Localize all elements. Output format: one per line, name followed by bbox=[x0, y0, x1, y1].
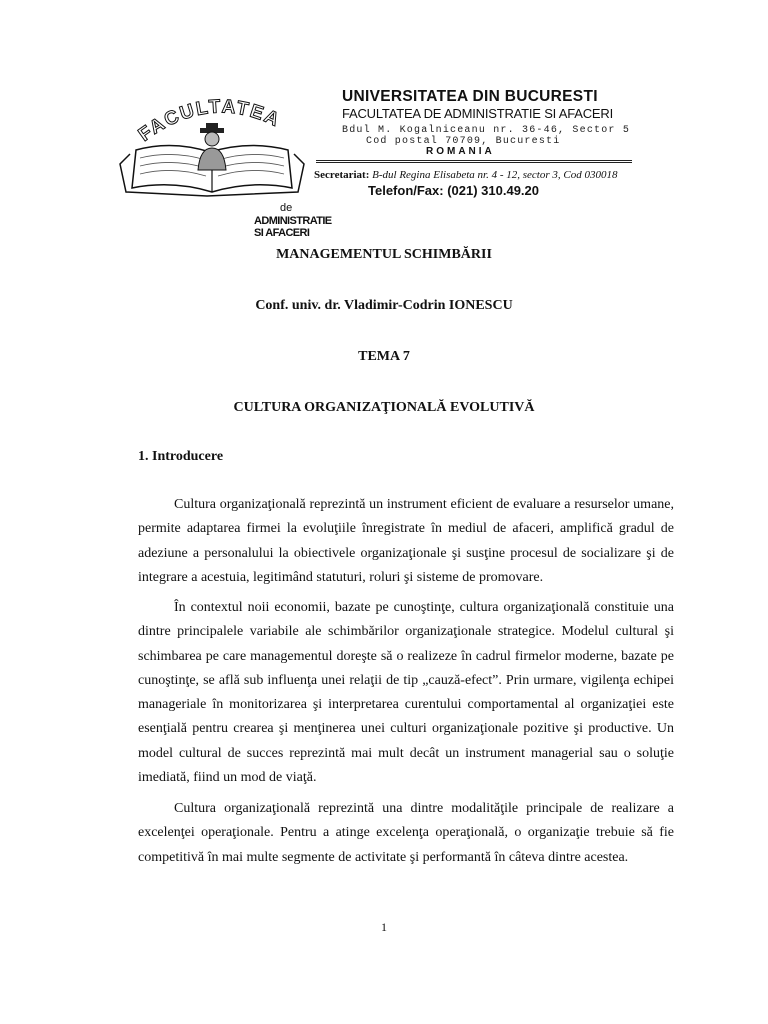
address-line-2: Cod postal 70709, Bucuresti bbox=[366, 136, 561, 147]
paragraph-3 bbox=[138, 797, 674, 870]
logo-admin-text: ADMINISTRATIE SI AFACERI bbox=[254, 215, 332, 239]
secretariat-address: B-dul Regina Elisabeta nr. 4 - 12, sector 3, Cod 030018 bbox=[372, 169, 618, 181]
document-title: MANAGEMENTUL SCHIMBĂRII bbox=[276, 247, 492, 262]
secretariat-line bbox=[314, 169, 617, 181]
paragraph-2-text: În contextul noii economii, bazate pe cunoştinţe, cultura organizaţională constituie una dintre principalele variabile ale schimbărilor organizaţionale strategice. Modelul cultural şi schimbarea pe care managementul doreşte să o realizeze în cadrul firmelor moderne, bazate pe cunoştinţe, se află sub influenţa unei relaţii de tip „cauză-efect”. Prin urmare, vigilenţa echipei manageriale în monitorizarea şi interpretarea curentului comportamental al organizaţiei este esenţială pentru crearea şi menţinerea unei culturi organizaţionale pozitive şi productive. Un model cultural de succes reprezintă mai mult decât un instrument managerial sau o soluţie imediată, fiind un mod de viaţă. bbox=[138, 600, 674, 786]
paragraph-text bbox=[138, 797, 674, 870]
page-number: 1 bbox=[381, 920, 387, 934]
telefon-fax: Telefon/Fax: (021) 310.49.20 bbox=[368, 183, 540, 198]
open-book-logo-icon bbox=[112, 92, 312, 212]
chapter-title: CULTURA ORGANIZAŢIONALĂ EVOLUTIVĂ bbox=[233, 400, 535, 415]
tema-heading: TEMA 7 bbox=[358, 349, 410, 364]
section-heading: 1. Introducere bbox=[138, 449, 224, 464]
address-line-1: Bdul M. Kogalniceanu nr. 36-46, Sector 5 bbox=[342, 125, 631, 136]
paragraph-text bbox=[138, 596, 674, 790]
logo-arc-text: FACULTATEA bbox=[134, 96, 284, 146]
university-name: UNIVERSITATEA DIN BUCURESTI bbox=[342, 88, 598, 105]
faculty-logo bbox=[112, 92, 332, 239]
paragraph-1 bbox=[138, 493, 674, 590]
header-divider bbox=[316, 160, 632, 163]
paragraph-2 bbox=[138, 596, 674, 790]
logo-de-text: de bbox=[280, 202, 293, 214]
paragraph-1-text: Cultura organizaţională reprezintă un instrument eficient de evaluare a resurselor umane, permite adaptarea firmei la evoluţiile înregistrate în mediul de afaceri, amplifică gradul de adeziune a personalului la obiectivele organizaţionale şi susţine procesul de socializare şi de integrare a acestuia, legitimând statuturi, roluri şi sisteme de promovare. bbox=[138, 497, 674, 585]
paragraph-text bbox=[138, 493, 674, 590]
country: ROMANIA bbox=[426, 146, 495, 157]
author-line: Conf. univ. dr. Vladimir-Codrin IONESCU bbox=[255, 298, 513, 313]
paragraph-3-text: Cultura organizaţională reprezintă una dintre modalităţile principale de realizare a excelenţei operaţionale. Pentru a atinge excelenţa operaţională, o organizaţie trebuie să fie competitivă în mai multe segmente de activitate şi performantă în câteva dintre acestea. bbox=[138, 801, 674, 865]
faculty-name: FACULTATEA DE ADMINISTRATIE SI AFACERI bbox=[342, 106, 613, 121]
secretariat-label: Secretariat: bbox=[314, 169, 370, 181]
